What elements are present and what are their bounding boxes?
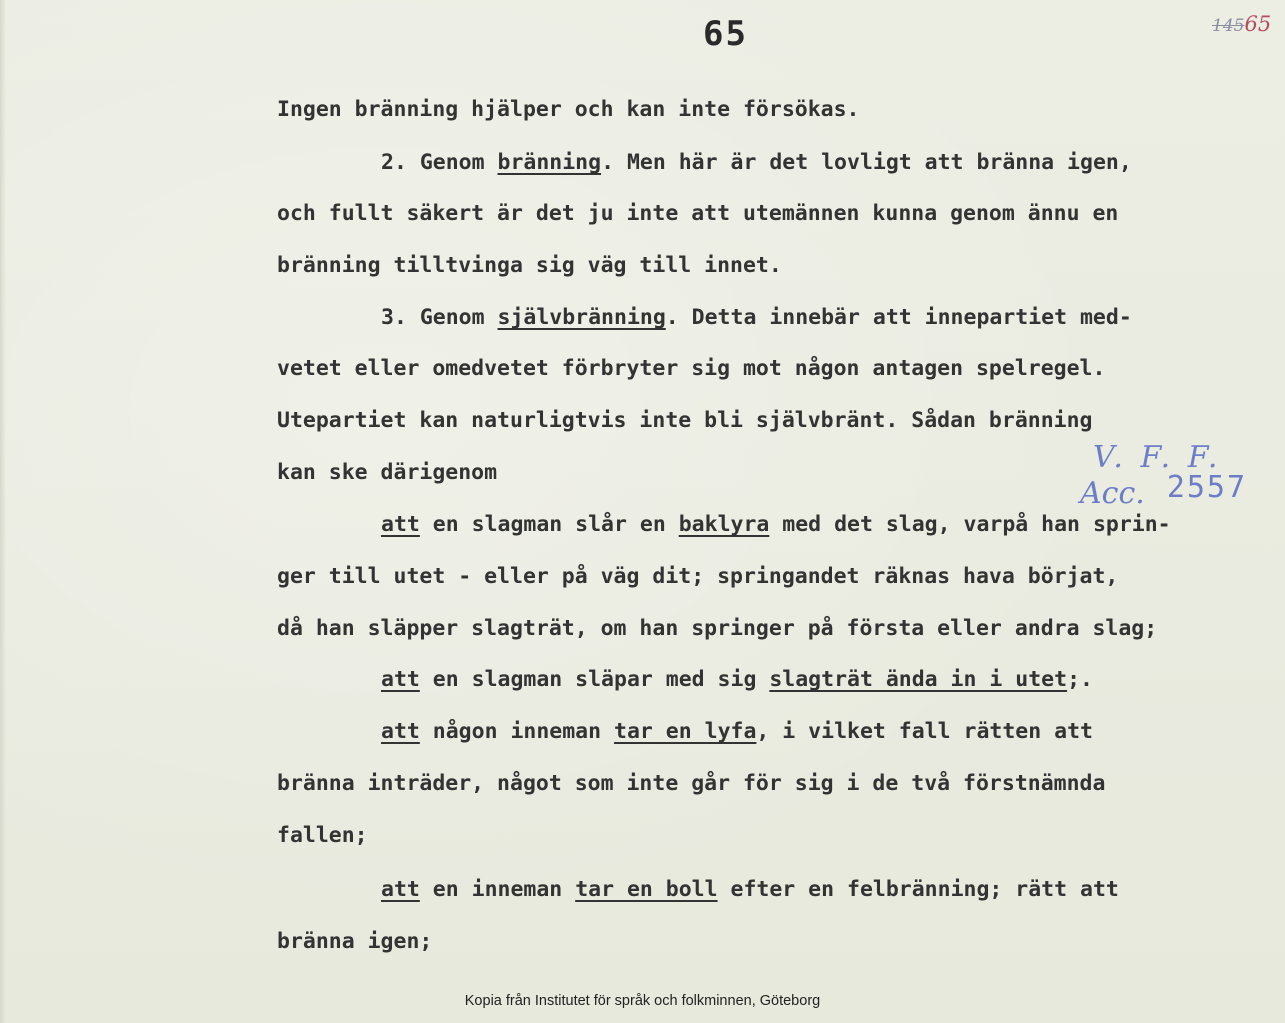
page-number: 65 — [703, 14, 748, 54]
text-line-9 — [381, 512, 1171, 538]
underlined-term: bränning — [497, 150, 602, 175]
text-segment: . Detta innebär att innepartiet med- — [665, 305, 1132, 330]
text-segment: och fullt säkert är det ju inte att utemännen kunna genom ännu en — [277, 201, 1119, 226]
text-segment: 3. Genom — [381, 305, 498, 330]
text-line-5 — [381, 305, 1132, 331]
text-segment: fallen; — [277, 823, 368, 848]
underlined-term: tar en lyfa — [614, 719, 757, 744]
text-segment: en inneman — [419, 877, 576, 902]
left-margin-shade — [0, 0, 6, 1023]
text-line-12 — [381, 667, 1093, 693]
text-line-2 — [381, 150, 1132, 176]
struck-page-number: 145 — [1212, 16, 1245, 36]
underlined-term: tar en boll — [575, 877, 718, 902]
underlined-term: att — [381, 719, 420, 744]
text-line-15 — [277, 823, 368, 849]
stamp-number: 2557 — [1166, 470, 1248, 505]
stamp-prefix: Acc. — [1080, 476, 1145, 511]
text-segment: en slagman släpar med sig — [419, 667, 770, 692]
text-line-4 — [277, 253, 782, 279]
text-segment: bränning tilltvinga sig väg till innet. — [277, 253, 782, 278]
text-segment: efter en felbränning; rätt att — [717, 877, 1119, 902]
text-segment: vetet eller omedvetet förbryter sig mot någon antagen spelregel. — [277, 356, 1106, 381]
text-segment: kan ske därigenom — [277, 460, 498, 485]
underlined-term: baklyra — [678, 512, 770, 537]
underlined-term: att — [381, 512, 420, 537]
text-line-3 — [277, 201, 1118, 227]
text-line-1 — [277, 97, 859, 123]
text-segment: bränna igen; — [277, 929, 433, 954]
text-segment: med det slag, varpå han sprin- — [769, 512, 1171, 537]
current-page-number: 65 — [1244, 12, 1272, 36]
text-segment: ger till utet - eller på väg dit; springandet räknas hava börjat, — [277, 564, 1119, 589]
text-segment: någon inneman — [419, 719, 615, 744]
text-line-17 — [277, 929, 432, 955]
underlined-term: att — [381, 877, 420, 902]
text-segment: då han släpper slagträt, om han springer på första eller andra slag; — [277, 616, 1158, 641]
text-segment: . Men här är det lovligt att bränna igen, — [601, 150, 1132, 175]
archive-page-annotation — [1212, 12, 1271, 36]
copy-footer: Kopia från Institutet för språk och folkminnen, Göteborg — [464, 993, 821, 1009]
text-segment: Utepartiet kan naturligtvis inte bli självbränt. Sådan bränning — [277, 408, 1093, 433]
underlined-term: att — [381, 667, 420, 692]
archive-stamp-initials: V. F. F. — [1093, 440, 1222, 475]
text-line-8 — [277, 460, 497, 486]
underlined-term: slagträt ända in i utet — [769, 667, 1068, 692]
text-line-16 — [381, 877, 1119, 903]
underlined-term: självbränning — [497, 305, 666, 330]
text-line-13 — [381, 719, 1093, 745]
text-line-14 — [277, 771, 1105, 797]
text-segment: bränna inträder, något som inte går för sig i de två förstnämnda — [277, 771, 1106, 796]
text-line-7 — [277, 408, 1092, 434]
text-segment: , i vilket fall rätten att — [756, 719, 1093, 744]
text-segment: en slagman slår en — [419, 512, 679, 537]
text-segment: ;. — [1067, 667, 1093, 692]
archive-stamp-accession — [1080, 470, 1248, 511]
text-line-11 — [277, 616, 1157, 642]
text-segment: 2. Genom — [381, 150, 498, 175]
text-line-10 — [277, 564, 1118, 590]
text-line-6 — [277, 356, 1105, 382]
text-segment: Ingen bränning hjälper och kan inte försökas. — [277, 97, 860, 122]
